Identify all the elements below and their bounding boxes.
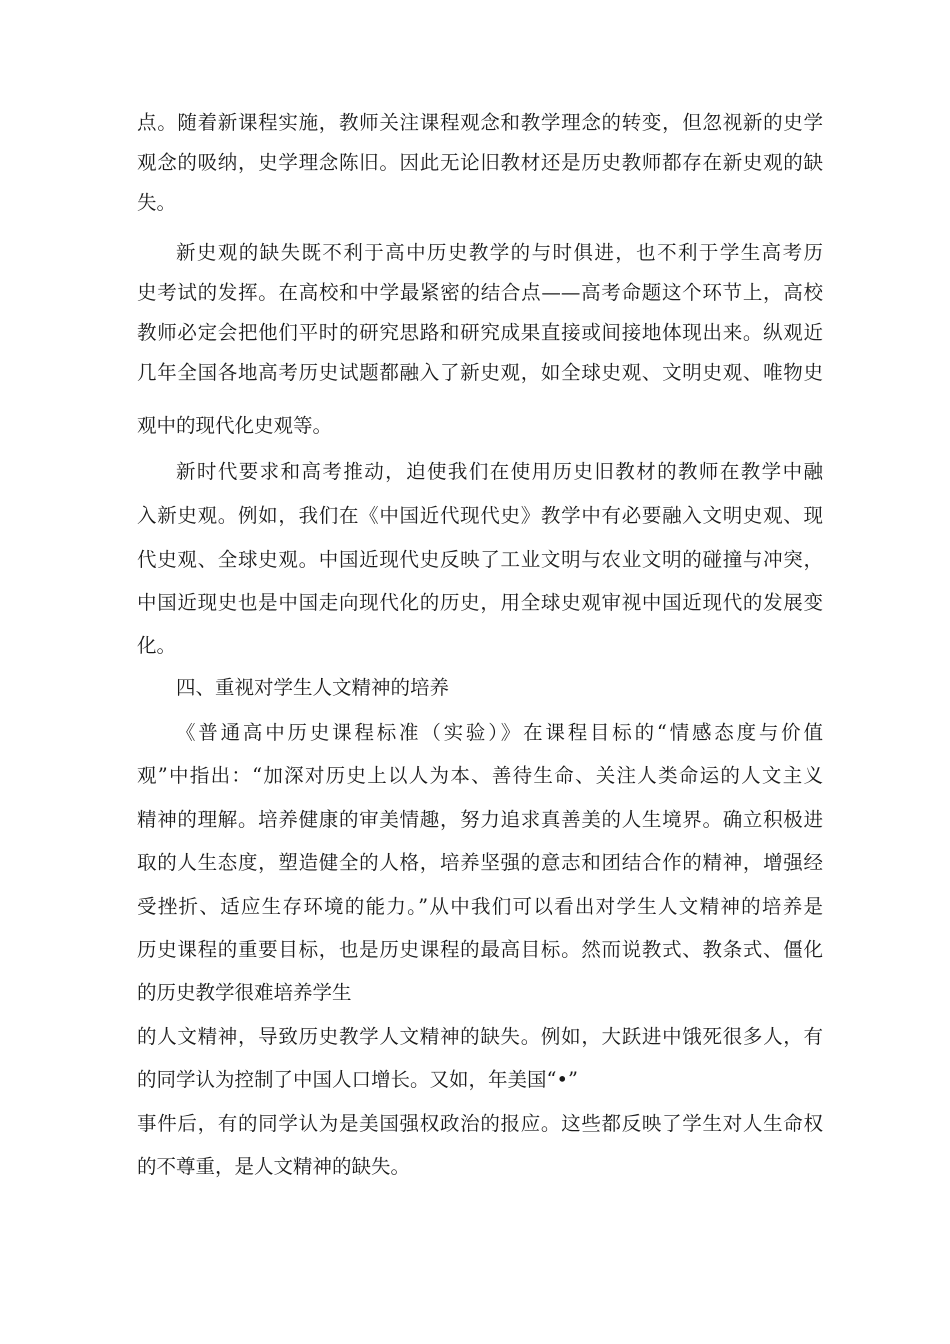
text-line: 代史观、全球史观。中国近现代史反映了工业文明与农业文明的碰撞与冲突， — [137, 548, 823, 571]
text-line: 几年全国各地高考历史试题都融入了新史观，如全球史观、文明史观、唯物史 — [137, 361, 823, 384]
text-line: 事件后，有的同学认为是美国强权政治的报应。这些都反映了学生对人生命权 — [137, 1112, 823, 1135]
text-line: 观中的现代化史观等。 — [137, 414, 333, 437]
text-line: 的不尊重，是人文精神的缺失。 — [137, 1155, 411, 1178]
text-line: 历史课程的重要目标，也是历史课程的最高目标。然而说教式、教条式、僵化 — [137, 938, 823, 961]
text-line: 教师必定会把他们平时的研究思路和研究成果直接或间接地体现出来。纵观近 — [137, 321, 823, 344]
text-line: 入新史观。例如，我们在《中国近代现代史》教学中有必要融入文明史观、现 — [137, 504, 823, 527]
text-line: 《普通高中历史课程标准（实验）》在课程目标的“情感态度与价值 — [176, 721, 823, 744]
text-line: 观”中指出：“加深对历史上以人为本、善待生命、关注人类命运的人文主义 — [137, 764, 823, 787]
text-line: 点。随着新课程实施，教师关注课程观念和教学理念的转变，但忽视新的史学 — [137, 111, 823, 134]
text-line: 取的人生态度，塑造健全的人格，培养坚强的意志和团结合作的精神，增强经 — [137, 851, 823, 874]
text-line: 化。 — [137, 634, 177, 657]
text-line: 精神的理解。培养健康的审美情趣，努力追求真善美的人生境界。确立积极进 — [137, 808, 823, 831]
text-line: 新时代要求和高考推动，迫使我们在使用历史旧教材的教师在教学中融 — [176, 460, 823, 483]
text-line: 中国近现史也是中国走向现代化的历史，用全球史观审视中国近现代的发展变 — [137, 591, 823, 614]
text-line: 失。 — [137, 191, 177, 214]
text-line: 的历史教学很难培养学生 — [137, 981, 352, 1004]
text-line: 新史观的缺失既不利于高中历史教学的与时俱进，也不利于学生高考历 — [176, 241, 823, 264]
text-line: 的人文精神，导致历史教学人文精神的缺失。例如，大跃进中饿死很多人，有 — [137, 1025, 823, 1048]
text-line: 观念的吸纳，史学理念陈旧。因此无论旧教材还是历史教师都存在新史观的缺 — [137, 151, 823, 174]
text-line: 受挫折、适应生存环境的能力。”从中我们可以看出对学生人文精神的培养是 — [137, 895, 823, 918]
text-line: 史考试的发挥。在高校和中学最紧密的结合点——高考命题这个环节上，高校 — [137, 281, 823, 304]
text-line: 的同学认为控制了中国人口增长。又如，年美国“•” — [137, 1068, 578, 1091]
section-heading: 四、重视对学生人文精神的培养 — [176, 676, 450, 699]
